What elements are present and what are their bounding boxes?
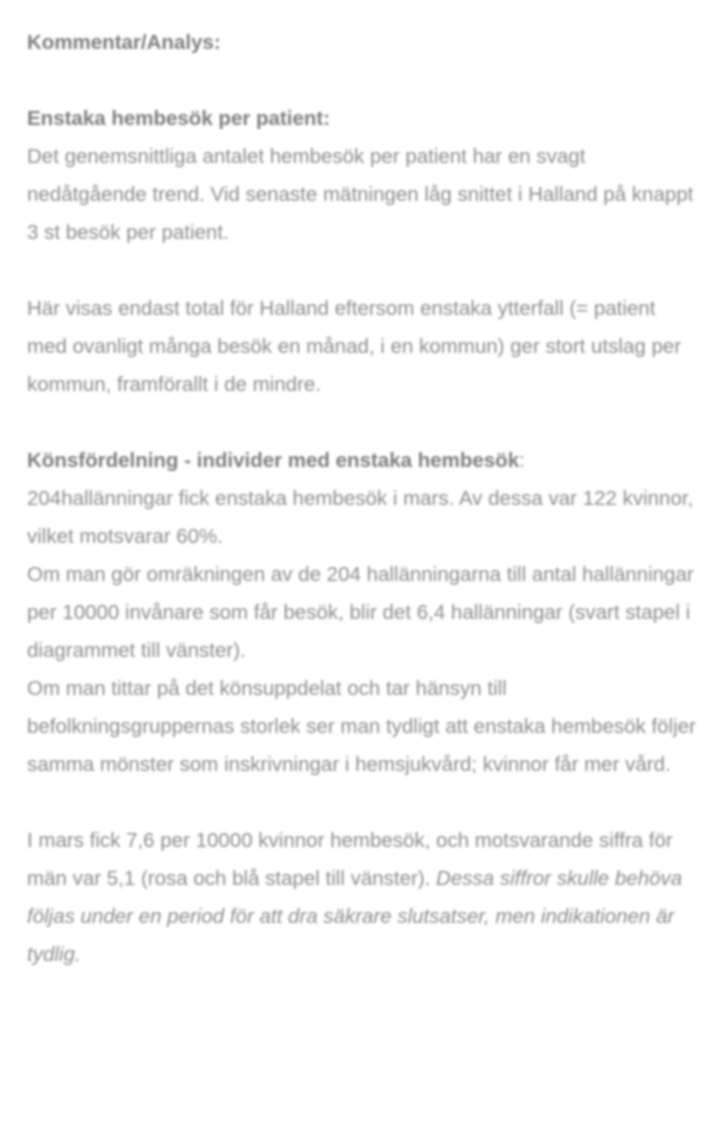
section-text-gender-pattern: Om man tittar på det könsuppdelat och tar hänsyn till befolkningsgruppernas storlek ser man tydligt att enstaka hembesök följer samma mönster som inskrivningar i hemsjukvård; kvinnor får mer vård. xyxy=(27,677,696,776)
march-figures-text: I mars fick 7,6 per 10000 kvinnor hembesök, och motsvarande siffra för män var 5,1 (rosa och blå stapel till vänster). xyxy=(27,829,673,890)
section-heading-gender: Könsfördelning - individer med enstaka hembesök xyxy=(27,449,520,472)
section-text-march-figures xyxy=(27,822,697,974)
spacer xyxy=(27,784,697,822)
section-text-gender-count: 204hallänningar fick enstaka hembesök i mars. Av dessa var 122 kvinnor, vilket motsvarar 60%. xyxy=(27,487,694,548)
spacer xyxy=(27,62,697,100)
section-heading-home-visits: Enstaka hembesök per patient: xyxy=(27,107,331,130)
section-text-gender-rate: Om man gör omräkningen av de 204 hallänningarna till antal hallänningar per 10000 invånare som får besök, blir det 6,4 hallänningar (svart stapel i diagrammet till vänster). xyxy=(27,563,694,662)
document-title: Kommentar/Analys: xyxy=(27,31,221,54)
section-text-halland-total: Här visas endast total för Halland eftersom enstaka ytterfall (= patient med ovanligt många besök en månad, i en kommun) ger stort utslag per kommun, framförallt i de mindre. xyxy=(27,297,682,396)
section-heading-gender-row xyxy=(27,442,697,480)
march-figures-note: Dessa siffror skulle behöva följas under en period för att dra säkrare slutsatser, men indikationen är tydlig. xyxy=(27,867,683,966)
spacer xyxy=(27,404,697,442)
section-heading-gender-colon: : xyxy=(519,449,525,472)
spacer xyxy=(27,252,697,290)
section-text-home-visits: Det genemsnittliga antalet hembesök per patient har en svagt nedåtgående trend. Vid senaste mätningen låg snittet i Halland på knappt 3 st besök per patient. xyxy=(27,145,694,244)
analysis-document xyxy=(27,24,697,974)
